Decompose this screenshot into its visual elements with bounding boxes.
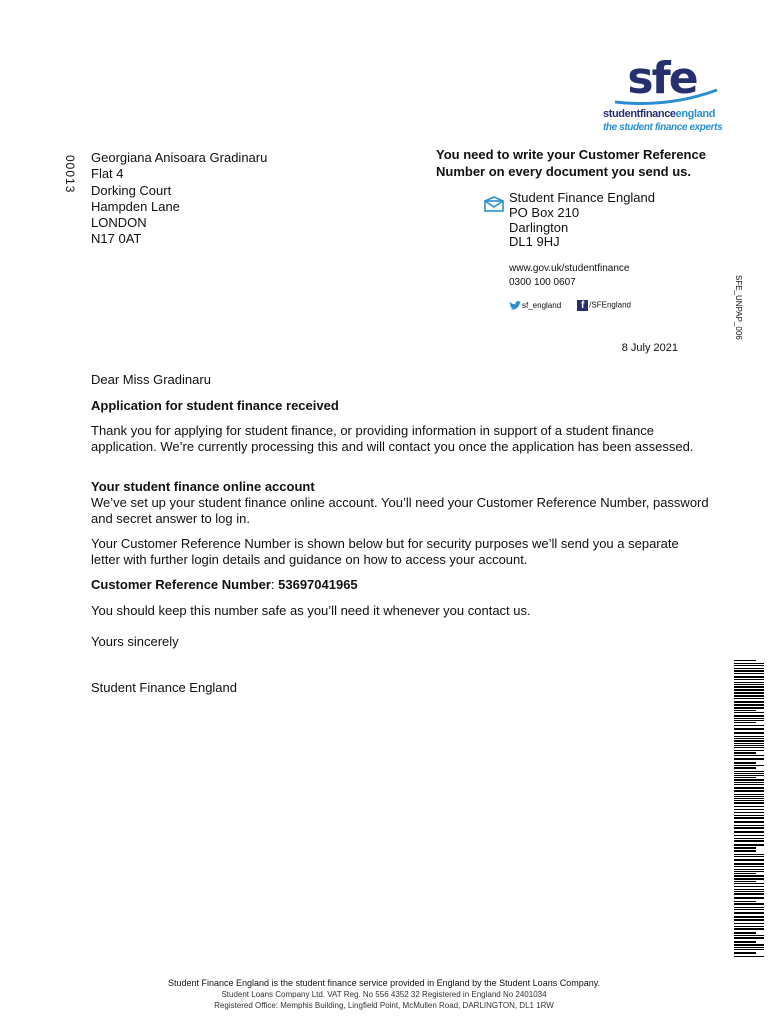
footer [0,978,768,1011]
footer-line-2: Student Loans Company Ltd. VAT Reg. No 556 4352 32 Registered in England No 2401034 [221,990,547,999]
address-line: N17 0AT [91,231,142,247]
recipient-address [91,150,267,248]
sender-line: Student Finance England [509,190,655,205]
logo-tagline-part1: studentfinance [603,108,676,120]
logo-tagline-part2: england [675,108,716,120]
logo-wordmark: sfe [627,53,697,104]
sender-line: PO Box 210 [509,204,580,220]
logo-swoosh-icon [613,88,721,106]
signature: Student Finance England [91,680,237,695]
facebook-link[interactable] [577,300,631,311]
sfe-logo [603,52,723,136]
address-line: LONDON [91,215,147,231]
twitter-link[interactable] [509,301,561,311]
logo-tagline [603,108,715,120]
closing: Yours sincerely [91,634,179,649]
paragraph-online-account: We’ve set up your student finance online account. You’ll need your Customer Reference Number, password and secret answer to log in. [91,495,709,526]
crn-value: 53697041965 [278,577,358,592]
paragraph-keep-safe: You should keep this number safe as you’ll need it whenever you contact us. [91,603,531,618]
paragraph-crn-security: Your Customer Reference Number is shown below but for security purposes we’ll send you a separate letter with further login details and guidance on how to access your account. [91,536,679,567]
social-links [509,300,631,311]
twitter-handle: sf_england [522,300,562,310]
salutation: Dear Miss Gradinaru [91,372,211,387]
section-heading-online-account: Your student finance online account [91,479,315,494]
crn-label: Customer Reference Number [91,577,271,592]
vertical-reference-code-text: 00013 [63,155,77,194]
vertical-reference-code [63,155,77,193]
facebook-handle: /SFEngland [589,300,631,310]
phone-number: 0300 100 0607 [509,277,576,288]
logo-tagline-experts: the student finance experts [603,122,723,133]
address-line: Flat 4 [91,166,124,182]
twitter-icon [509,301,521,311]
sender-contact [509,262,629,290]
sender-line: DL1 9HJ [509,234,560,250]
address-line: Dorking Court [91,182,172,198]
footer-line-3: Registered Office: Memphis Building, Lingfield Point, McMullen Road, DARLINGTON, DL1 1RW [214,1001,554,1010]
barcode [734,660,764,958]
crn-notice: You need to write your Customer Reference Number on every document you send us. [436,147,706,179]
sender-address [509,191,655,250]
facebook-icon: f [577,300,588,311]
envelope-icon [484,196,504,212]
crn-line: Customer Reference Number: 53697041965 [91,577,358,592]
letter-date: 8 July 2021 [621,342,678,354]
website-link[interactable]: www.gov.uk/studentfinance [509,263,630,274]
address-line: Georgiana Anisoara Gradinaru [91,150,268,165]
paragraph-application: Thank you for applying for student finance, or providing information in support of a student finance application. We’re currently processing this and will contact you once the application has been assessed. [91,423,694,454]
side-document-code: SFE_UNPAP_006 [734,275,743,340]
footer-line-1: Student Finance England is the student finance service provided in England by the Student Loans Company. [167,978,601,988]
sender-line: Darlington [509,219,569,235]
letter-heading: Application for student finance received [91,398,339,413]
address-line: Hampden Lane [91,198,180,214]
